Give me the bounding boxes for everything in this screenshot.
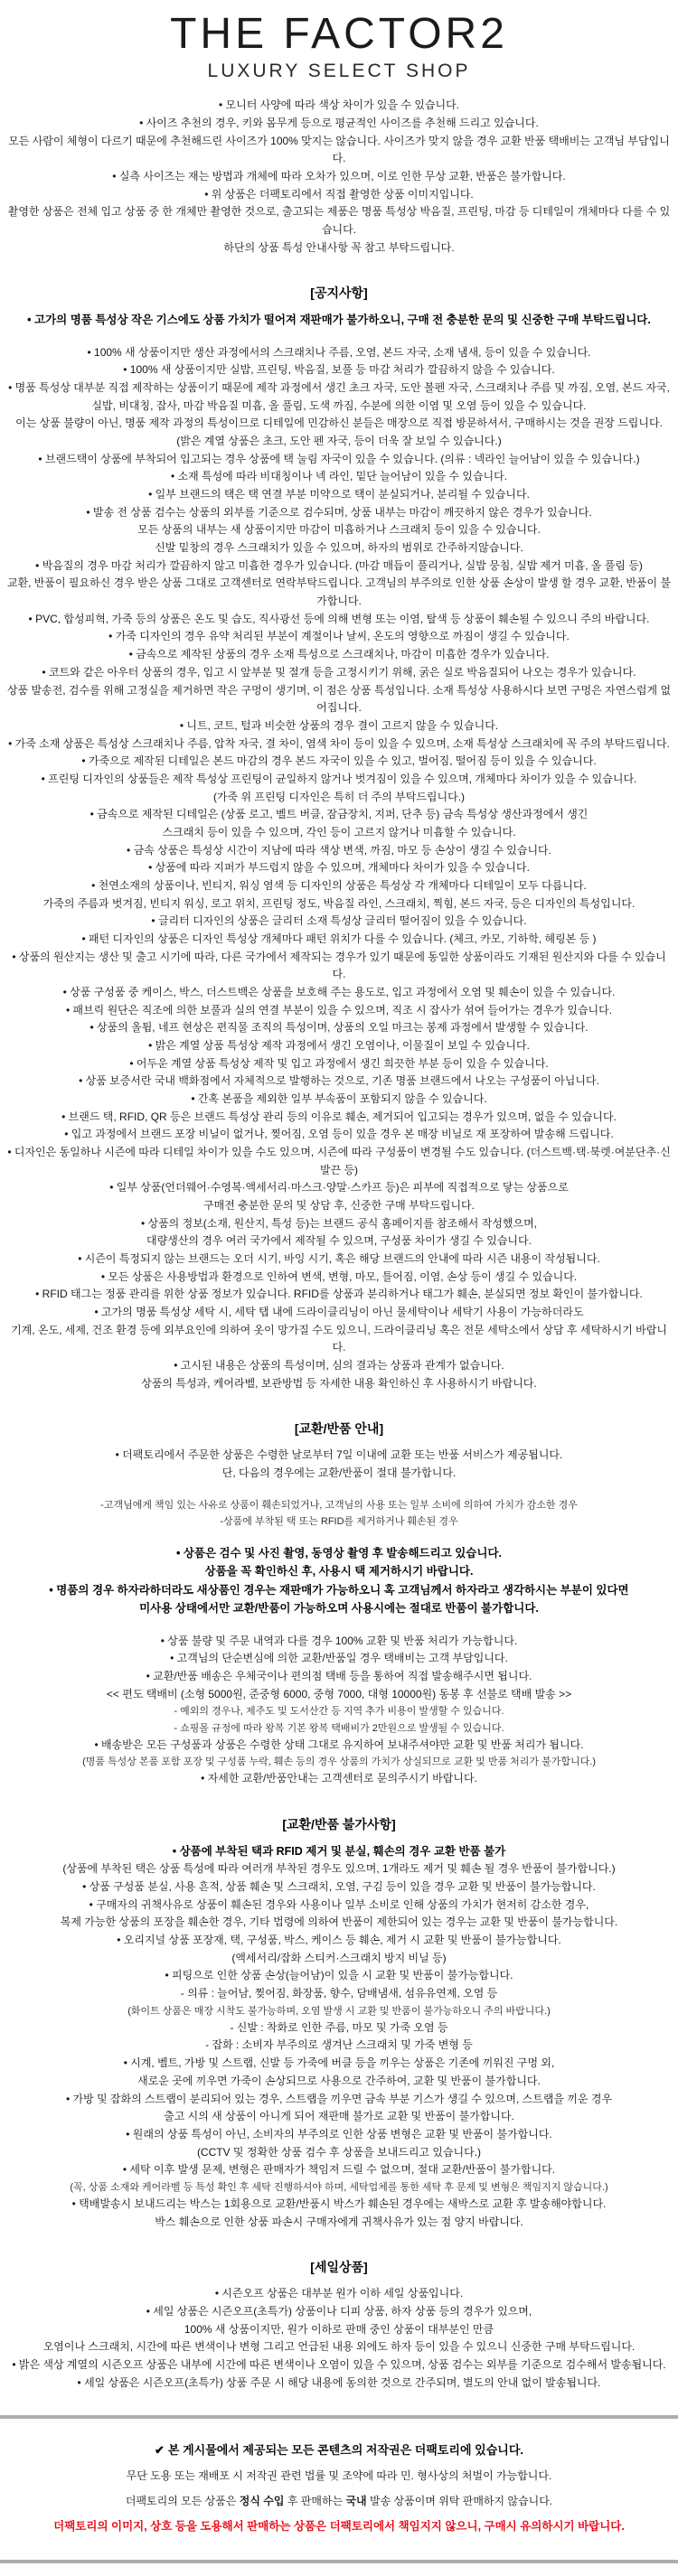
section-notice <box>0 284 678 1392</box>
text-line: • 고가의 명품 특성상 작은 기스에도 상품 가치가 떨어져 재판매가 불가하오니, 구매 전 충분한 문의 및 신중한 구매 부탁드립니다. <box>27 314 651 327</box>
section-heading-restrictions: [교환/반품 불가사항] <box>282 1816 396 1831</box>
text-line: • 가죽으로 제작된 디테일은 본드 마감의 경우 본드 자국이 있을 수 있고, 벌어짐, 떨어짐 등이 있을 수 있습니다. <box>81 754 597 768</box>
section-sale-lines <box>0 2285 678 2392</box>
text-line: (꼭, 상품 소재와 케어라벨 등 특성 확인 후 세탁 진행하셔야 하며, 세탁업체를 통한 세탁 후 문제 및 변형은 책임지지 않습니다.) <box>70 2181 608 2193</box>
text-line: 오염이나 스크래치, 시간에 따른 변색이나 변형 그리고 언급된 내용 외에도 하자 등이 있을 수 있으니 신중한 구매 부탁드립니다. <box>42 2340 636 2354</box>
text-line: - 예외의 경우나, 제주도 및 도서산간 등 지역 추가 비용이 발생할 수 있습니다. <box>174 1706 504 1718</box>
copyright-line <box>0 2437 678 2464</box>
logo-title: THE FACTOR2 <box>170 10 508 58</box>
text-line: • 일부 브랜드의 택은 택 연결 부분 미약으로 택이 분실되거나, 분리될 수 있습니다. <box>148 488 530 501</box>
text-line: • 상품 구성품 중 케이스, 박스, 더스트백은 상품을 보호해 주는 용도로, 입고 과정에서 오염 및 훼손이 있을 수 있습니다. <box>62 985 616 998</box>
text-line: • 배송받은 모든 구성품과 상품은 수령한 상태 그대로 유지하여 보내주셔야만 교환 및 반품 처리가 됩니다. <box>94 1738 584 1751</box>
text-line: 이는 상품 불량이 아닌, 명품 제작 과정의 특성이므로 디테일에 민감하신 분들은 매장으로 직접 방문하셔서, 구매하시는 것을 권장 드립니다. <box>15 417 663 430</box>
text-line: • 명품 특성상 대부분 직접 제작하는 상품이기 때문에 제작 과정에서 생긴 초크 자국, 도안 볼펜 자국, 스크래치나 주름 및 까짐, 오염, 본드 자국, <box>8 381 670 395</box>
text-line: 기계, 온도, 세제, 건조 환경 등에 외부요인에 의하여 옷이 망가질 수도 있으니, 드라이클리닝 혹은 전문 세탁소에서 상담 후 세탁하시기 바랍니다. <box>11 1323 667 1354</box>
text-line: • 발송 전 상품 검수는 상품의 외부를 기준으로 검수되며, 상품 내부는 마감이 깨끗하지 않은 경우가 있습니다. <box>86 505 592 519</box>
text-line: • 시즌이 특정되지 않는 브랜드는 오더 시기, 바잉 시기, 혹은 해당 브랜드의 안내에 따라 시즌 내용이 작성됩니다. <box>78 1252 600 1265</box>
text-line: • 금속으로 제작된 상품의 경우 소재 특성으로 스크래치나, 마감이 미흡한 경우가 있습니다. <box>128 648 550 661</box>
checkmark-icon: ✔ <box>155 2443 165 2458</box>
text-line: 교환, 반품이 필요하신 경우 받은 상품 그대로 고객센터로 연락부탁드립니다. 고객님의 부주의로 인한 상품 손상이 발생 할 경우 교환, 반품이 불가합니다. <box>6 576 672 608</box>
text-line: • 상품의 원산지는 생산 및 출고 시기에 따라, 다른 국가에서 제작되는 경우가 있기 때문에 동일한 상품이라도 기재된 원산지와 다를 수 있습니다. <box>12 950 666 981</box>
text-line: • 가죽 소재 상품은 특성상 스크래치나 주름, 압착 자국, 결 차이, 염색 차이 등이 있을 수 있으며, 소재 특성상 스크래치에 꼭 주의 부탁드립니다. <box>8 736 670 750</box>
text-line: • 사이즈 추천의 경우, 키와 몸무게 등으로 평균적인 사이즈를 추천해 드리고 있습니다. <box>139 116 539 129</box>
text-line: • 상품 구성품 분실, 사용 흔적, 상품 훼손 및 스크래치, 오염, 구김 등이 있을 경우 교환 및 반품이 불가능합니다. <box>82 1880 596 1894</box>
text-line: • 택배발송시 보내드리는 박스는 1회용으로 교환/반품시 박스가 훼손된 경우에는 새박스로 교환 후 발송해야합니다. <box>71 2197 607 2210</box>
text-line: • 100% 새 상품이지만 생산 과정에서의 스크래치나 주름, 오염, 본드 자국, 소재 냄새, 등이 있을 수 있습니다. <box>87 345 591 359</box>
text-line: 박스 훼손으로 인한 상품 파손시 구매자에게 귀책사유가 있는 점 양지 바랍니다. <box>155 2215 523 2228</box>
authenticity-line <box>0 2489 678 2515</box>
text-line: • 상품은 검수 및 사진 촬영, 동영상 촬영 후 발송해드리고 있습니다. <box>175 1546 502 1560</box>
text-line: • 밝은 계열 상품 특성상 제작 과정에서 생긴 오염이나, 이물질이 보일 수 있습니다. <box>148 1038 530 1052</box>
section-exchange-return-lines <box>0 1447 678 1788</box>
text-line: 출고 시의 새 상품이 아니게 되어 재판매 불가로 교환 및 반품이 불가합니다. <box>164 2110 514 2123</box>
copyright-text: 본 게시물에서 제공되는 모든 콘텐츠의 저작권은 더팩토리에 있습니다. <box>167 2443 523 2458</box>
authenticity-text: 발송 상품이며 위탁 판매하지 않습니다. <box>366 2494 553 2507</box>
section-exchange-return-restrictions <box>0 1815 678 2231</box>
text-line: • 디자인은 동일하나 시즌에 따라 디테일 차이가 있을 수도 있으며, 시즌에 따라 구성품이 변경될 수도 있습니다. (더스트백·택·북렛·여분단추·신발끈 등) <box>7 1145 671 1176</box>
text-line: • 가죽 디자인의 경우 유약 처리된 부분이 계절이나 날씨, 온도의 영향으로 까짐이 생길 수 있습니다. <box>108 630 570 643</box>
authenticity-text: 더팩토리의 모든 상품은 <box>125 2494 240 2507</box>
text-line: • 상품 보증서란 국내 백화점에서 자체적으로 발행하는 것으로, 기존 명품 브랜드에서 나오는 구성품이 아닙니다. <box>79 1074 599 1088</box>
text-line: • 더팩토리에서 주문한 상품은 수령한 날로부터 7일 이내에 교환 또는 반품 서비스가 제공됩니다. <box>115 1448 563 1462</box>
spacer <box>0 330 678 344</box>
text-line: • 100% 새 상품이지만 실밥, 프린팅, 박음질, 보풀 등 마감 처리가 깔끔하지 않을 수 있습니다. <box>123 363 555 377</box>
text-line: • 가방 및 잡화의 스트랩이 분리되어 있는 경우, 스트랩을 끼우면 금속 부분 기스가 생길 수 있으며, 스트랩을 끼운 경우 <box>65 2092 613 2105</box>
text-line: - 쇼핑몰 규정에 따라 왕복 기본 왕복 택배비가 2만원으로 발생될 수 있습니다. <box>174 1722 504 1734</box>
text-line: • 상품에 부착된 택과 RFID 제거 및 분실, 훼손의 경우 교환 반품 불가 <box>172 1844 506 1858</box>
text-line: 새로운 곳에 끼우면 가죽이 손상되므로 사용으로 간주하여, 교환 및 반품이 불가합니다. <box>137 2074 541 2087</box>
text-line: • 브랜드택이 상품에 부착되어 입고되는 경우 상품에 택 눌림 자국이 있을 수 있습니다. (의류 : 넥라인 늘어남이 있을 수 있습니다.) <box>38 452 640 465</box>
text-line: • 니트, 코트, 털과 비슷한 상품의 경우 결이 고르지 않을 수 있습니다. <box>179 718 499 732</box>
text-line: << 편도 택배비 (소형 5000원, 준중형 6000, 중형 7000, 대형 10000원) 동봉 후 선불로 택배 발송 >> <box>106 1687 572 1700</box>
text-line: 모든 사람이 체형이 다르기 때문에 추천해드린 사이즈가 100% 맞지는 않습니다. 사이즈가 맞지 않을 경우 교환 반품 택배비는 고객님 부담입니다. <box>8 134 670 165</box>
text-line: • 명품의 경우 하자라하더라도 새상품인 경우는 재판매가 가능하오니 혹 고객님께서 하자라고 생각하시는 부분이 있다면 <box>49 1583 629 1597</box>
section-notice-lines <box>0 311 678 1392</box>
text-line: (상품에 부착된 택은 상품 특성에 따라 여러개 부착된 경우도 있으며, 1개라도 제거 및 훼손 될 경우 반품이 불가합니다.) <box>62 1862 616 1876</box>
text-line: 100% 새 상품이지만, 원가 이하로 판매 중인 상품이 대부분인 만큼 <box>184 2322 494 2336</box>
image-theft-warning-line: 더팩토리의 이미지, 상호 등을 도용해서 판매하는 상품은 더팩토리에서 책임지지 않으니, 구매시 유의하시기 바랍니다. <box>53 2520 625 2534</box>
spacer <box>0 1618 678 1633</box>
text-line: • 소재 특성에 따라 비대칭이나 넥 라인, 밑단 늘어남이 있을 수 있습니다. <box>170 470 508 483</box>
text-line: 실밥, 비대칭, 잡사, 마감 박음질 미흡, 올 풀림, 도색 까짐, 수분에 의한 이염 및 오염 등이 있을 수 있습니다. <box>91 398 587 412</box>
text-line: (CCTV 및 정확한 상품 검수 후 상품을 보내드리고 있습니다.) <box>196 2145 482 2159</box>
text-line: (명품 특성상 본품 포함 포장 및 구성품 누락, 훼손 등의 경우 상품의 가치가 상실되므로 교환 및 반품 처리가 불가합니다.) <box>82 1756 596 1768</box>
text-line: (화이트 상품은 매장 시착도 불가능하며, 오염 발생 시 교환 및 반품이 불가능하오니 주의 바랍니다.) <box>127 2005 551 2017</box>
authenticity-bold-import: 정식 수입 <box>239 2494 285 2507</box>
text-line: - 의류 : 늘어남, 찢어짐, 화장품, 향수, 담배냄새, 섬유유연제, 오염 등 <box>180 1987 498 2000</box>
text-line: 구매전 충분한 문의 및 상담 후, 신중한 구매 부탁드립니다. <box>203 1198 475 1212</box>
text-line: • 프린팅 디자인의 상품들은 제작 특성상 프린팅이 균일하지 않거나 벗겨짐이 있을 수 있으며, 개체마다 차이가 있을 수 있습니다. <box>41 772 637 785</box>
text-line: 대량생산의 경우 여러 국가에서 제작될 수 있으며, 구성품 차이가 생길 수 있습니다. <box>146 1234 532 1248</box>
intro-text <box>0 97 678 257</box>
text-line: 모든 상품의 내부는 새 상품이지만 마감이 미흡하거나 스크래치 등이 있을 수 있습니다. <box>137 523 541 537</box>
text-line: • 상품에 따라 지퍼가 부드럽지 않을 수 있으며, 개체마다 차이가 있을 수 있습니다. <box>148 861 530 875</box>
text-line: • 상품의 올튐, 네프 현상은 편직물 조직의 특성이며, 상품의 오일 마크는 봉제 과정에서 발생할 수 있습니다. <box>89 1021 589 1035</box>
text-line: • 천연소재의 상품이나, 빈티지, 워싱 염색 등 디자인의 상품은 특성상 각 개체마다 디테일이 모두 다릅니다. <box>91 878 587 892</box>
text-line: -상품에 부착된 택 또는 RFID를 제거하거나 훼손된 경우 <box>220 1515 458 1527</box>
text-line: • 세일 상품은 시즌오프(초특가) 상품 주문 시 해당 내용에 동의한 것으로 간주되며, 별도의 안내 없이 발송됩니다. <box>77 2375 601 2389</box>
legal-warning-line: 무단 도용 또는 재배포 시 저작권 관련 법률 및 조약에 따라 민. 형사상의 처벌이 가능합니다. <box>126 2469 552 2483</box>
text-line: • 피팅으로 인한 상품 손상(늘어남)이 있을 시 교환 및 반품이 불가능합니다. <box>165 1969 513 1982</box>
text-line: • 구매자의 귀책사유로 상품이 훼손된 경우와 사용이나 일부 소비로 인해 상품의 가치가 현저히 감소한 경우, <box>89 1897 589 1911</box>
text-line: • 모니터 사양에 따라 색상 차이가 있을 수 있습니다. <box>218 98 460 112</box>
text-line: • 패턴 디자인의 상품은 디자인 특성상 개체마다 패턴 위치가 다를 수 있습니다. (체크, 카모, 기하학, 헤링본 등 ) <box>81 932 597 945</box>
text-line: • 금속으로 제작된 디테일은 (상품 로고, 벨트 버클, 잠금장치, 지퍼, 단추 등) 금속 특성상 생산과정에서 생긴 <box>89 808 589 821</box>
spacer <box>0 1530 678 1544</box>
section-restrictions-lines <box>0 1842 678 2231</box>
text-line: • 실측 사이즈는 재는 방법과 개체에 따라 오차가 있으며, 이로 인한 무상 교환, 반품은 불가합니다. <box>112 169 566 183</box>
text-line: (액세서리/잡화 스티커·스크래치 방지 비닐 등) <box>231 1951 447 1964</box>
text-line: • 코트와 같은 아우터 상품의 경우, 입고 시 앞부분 및 절개 등을 고정시키기 위해, 굵은 실로 박음질되어 나오는 경우가 있습니다. <box>42 665 636 679</box>
section-heading-notice: [공지사항] <box>310 286 368 301</box>
text-line: • 고가의 명품 특성상 세탁 시, 세탁 탭 내에 드라이클리닝이 아닌 물세탁이나 세탁기 사용이 가능하더라도 <box>94 1306 584 1319</box>
text-line: • 브랜드 택, RFID, QR 등은 브랜드 특성상 관리 등의 이유로 훼손, 제거되어 입고되는 경우가 있으며, 없을 수 있습니다. <box>61 1110 617 1123</box>
section-exchange-return-guide <box>0 1419 678 1788</box>
text-line: 상품의 특성과, 케어라벨, 보관방법 등 자세한 내용 확인하신 후 사용하시기 바랍니다. <box>141 1376 537 1390</box>
text-line: • 교환/반품 배송은 우체국이나 편의점 택배 등을 통하여 직접 발송해주시면 됩니다. <box>146 1670 532 1683</box>
text-line: • 박음질의 경우 마감 처리가 깔끔하지 않고 미흡한 경우가 있습니다. (마감 매듭이 풀리거나, 실밥 뭉침, 실밥 제거 미흡, 올 풀림 등) <box>35 558 643 572</box>
text-line: - 신발 : 착화로 인한 주름, 마모 및 가죽 오염 등 <box>230 2020 448 2034</box>
text-line: 가죽의 주름과 벗겨짐, 빈티지 워싱, 로고 위치, 프린팅 정도, 박음질 라인, 스크래치, 찍힘, 본드 자국, 등은 디자인의 특성입니다. <box>42 896 636 910</box>
text-line: • 세탁 이후 발생 문제, 변형은 판매자가 책임져 드릴 수 없으며, 절대 교환/반품이 불가합니다. <box>122 2163 556 2177</box>
text-line: • 원래의 상품 특성이 아닌, 소비자의 부주의로 인한 상품 변형은 교환 및 반품이 불가합니다. <box>126 2127 552 2140</box>
authenticity-bold-domestic: 국내 <box>345 2494 367 2507</box>
text-line: • 금속 상품은 특성상 시간이 지남에 따라 색상 변색, 까짐, 마모 등 손상이 생길 수 있습니다. <box>127 843 551 857</box>
text-line: (밝은 계열 상품은 초크, 도안 펜 자국, 등이 더욱 잘 보일 수 있습니다.) <box>176 435 502 448</box>
copyright-footer <box>0 2415 678 2563</box>
text-line: • PVC, 합성피혁, 가죽 등의 상품은 온도 및 습도, 직사광선 등에 의해 변형 또는 이염, 탈색 등 상품이 훼손될 수 있으니 주의 바랍니다. <box>28 612 650 625</box>
section-heading-sale: [세일상품] <box>310 2260 368 2275</box>
text-line: -고객님에게 책임 있는 사유로 상품이 훼손되었거나, 고객님의 사용 또는 일부 소비에 의하여 가치가 감소한 경우 <box>100 1499 578 1511</box>
text-line: • 세일 상품은 시즌오프(초특가) 상품이나 디피 상품, 하자 상품 등의 경우가 있으며, <box>146 2304 532 2318</box>
text-line: 미사용 상태에서만 교환/반품이 가능하오며 사용시에는 절대로 반품이 불가합니다. <box>139 1602 539 1616</box>
text-line: • 오리지널 상품 포장재, 택, 구성품, 박스, 케이스 등 훼손, 제거 시 교환 및 반품이 불가능합니다. <box>117 1934 561 1947</box>
text-line: (가죽 위 프린팅 디자인은 특히 더 주의 부탁드립니다.) <box>212 790 466 803</box>
shop-logo <box>0 0 678 82</box>
text-line: • 패브릭 원단은 직조에 의한 보풀과 실의 연결 부분이 있을 수 있으며, 직조 시 잡사가 섞여 들어가는 경우가 있습니다. <box>65 1003 613 1016</box>
section-sale-items <box>0 2258 678 2392</box>
text-line: • 모든 상품은 사용방법과 환경으로 인하여 변색, 변형, 마모, 틀어짐, 이염, 손상 등이 생길 수 있습니다. <box>100 1269 578 1283</box>
text-line: • 자세한 교환/반품안내는 고객센터로 문의주시기 바랍니다. <box>201 1772 477 1785</box>
text-line: • 일부 상품(언더웨어·수영복·액세서리·마스크·양말·스카프 등)은 피부에 직접적으로 닿는 상품으로 <box>109 1181 569 1194</box>
text-line: 복제 가능한 상품의 포장을 훼손한 경우, 기타 법령에 의하여 반품이 제한되어 있는 경우는 교환 및 반품이 불가능합니다. <box>60 1916 618 1929</box>
text-line: • 상품 불량 및 주문 내역과 다를 경우 100% 교환 및 반품 처리가 가능합니다. <box>160 1634 518 1647</box>
text-line: • RFID 태그는 정품 관리를 위한 상품 정보가 있습니다. RFID를 상품과 분리하거나 태그가 훼손, 분실되면 정보 확인이 불가합니다. <box>35 1288 643 1301</box>
text-line: 촬영한 상품은 전체 입고 상품 중 한 개체만 촬영한 것으로, 출고되는 제품은 명품 특성상 박음질, 프린팅, 마감 등 디테일이 개체마다 다를 수 있습니다. <box>7 205 671 236</box>
spacer <box>0 1483 678 1497</box>
section-heading-exchange-return: [교환/반품 안내] <box>294 1421 384 1437</box>
text-line: • 고객님의 단순변심에 의한 교환/반품일 경우 택배비는 고객 부담입니다. <box>170 1652 508 1665</box>
text-line: • 고시된 내용은 상품의 특성이며, 심의 결과는 상품과 관계가 없습니다. <box>174 1359 504 1372</box>
text-line: • 시계, 벨트, 가방 및 스트랩, 신발 등 가죽에 버클 등을 끼우는 상품은 기존에 끼워진 구멍 외, <box>123 2056 555 2070</box>
text-line: 신발 밑창의 경우 스크래치가 있을 수 있으며, 하자의 범위로 간주하지않습니다. <box>155 541 523 555</box>
logo-subtitle: LUXURY SELECT SHOP <box>207 61 471 82</box>
text-line: - 잡화 : 소비자 부주의로 생겨난 스크래치 및 가죽 변형 등 <box>205 2038 473 2052</box>
text-line: • 어두운 계열 상품 특성상 제작 및 입고 과정에서 생긴 희끗한 부분 등이 있을 수 있습니다. <box>129 1056 549 1070</box>
text-line: • 상품의 정보(소재, 원산지, 특성 등)는 브랜드 공식 홈페이지를 참조해서 작성했으며, <box>140 1216 538 1230</box>
text-line: 상품을 꼭 확인하신 후, 사용시 택 제거하시기 바랍니다. <box>204 1565 474 1578</box>
text-line: • 밝은 색상 계열의 시즌오프 상품은 내부에 시간에 따른 변색이나 오염이 있을 수 있으며, 상품 검수는 외부를 기준으로 검수해서 발송됩니다. <box>12 2357 666 2371</box>
text-line: • 위 상품은 더팩토리에서 직접 촬영한 상품 이미지입니다. <box>204 187 474 201</box>
text-line: 하단의 상품 특성 안내사항 꼭 참고 부탁드립니다. <box>223 240 455 254</box>
text-line: 단, 다음의 경우에는 교환/반품이 절대 불가합니다. <box>221 1466 457 1480</box>
text-line: • 글리터 디자인의 상품은 글리터 소재 특성상 글리터 떨어짐이 있을 수 있습니다. <box>151 914 527 928</box>
text-line: • 시즌오프 상품은 대부분 원가 이하 세일 상품입니다. <box>214 2287 464 2300</box>
text-line: • 간혹 본품을 제외한 일부 부속품이 포함되지 않을 수 있습니다. <box>191 1091 487 1105</box>
text-line: 상품 발송전, 검수를 위해 고정실을 제거하면 작은 구멍이 생기며, 이 점은 상품 특성입니다. 소재 특성상 사용하시다 보면 구멍은 자연스럽게 없어집니다. <box>6 683 672 715</box>
text-line: • 입고 과정에서 브랜드 포장 비닐이 없거나, 찢어짐, 오염 등이 있을 경우 본 매장 비닐로 재 포장하여 발송해 드립니다. <box>64 1128 614 1141</box>
text-line: 스크래치 등이 있을 수 있으며, 각인 등이 고르지 않거나 미흡할 수 있습니다. <box>162 825 516 838</box>
authenticity-text: 후 판매하는 <box>284 2494 346 2507</box>
